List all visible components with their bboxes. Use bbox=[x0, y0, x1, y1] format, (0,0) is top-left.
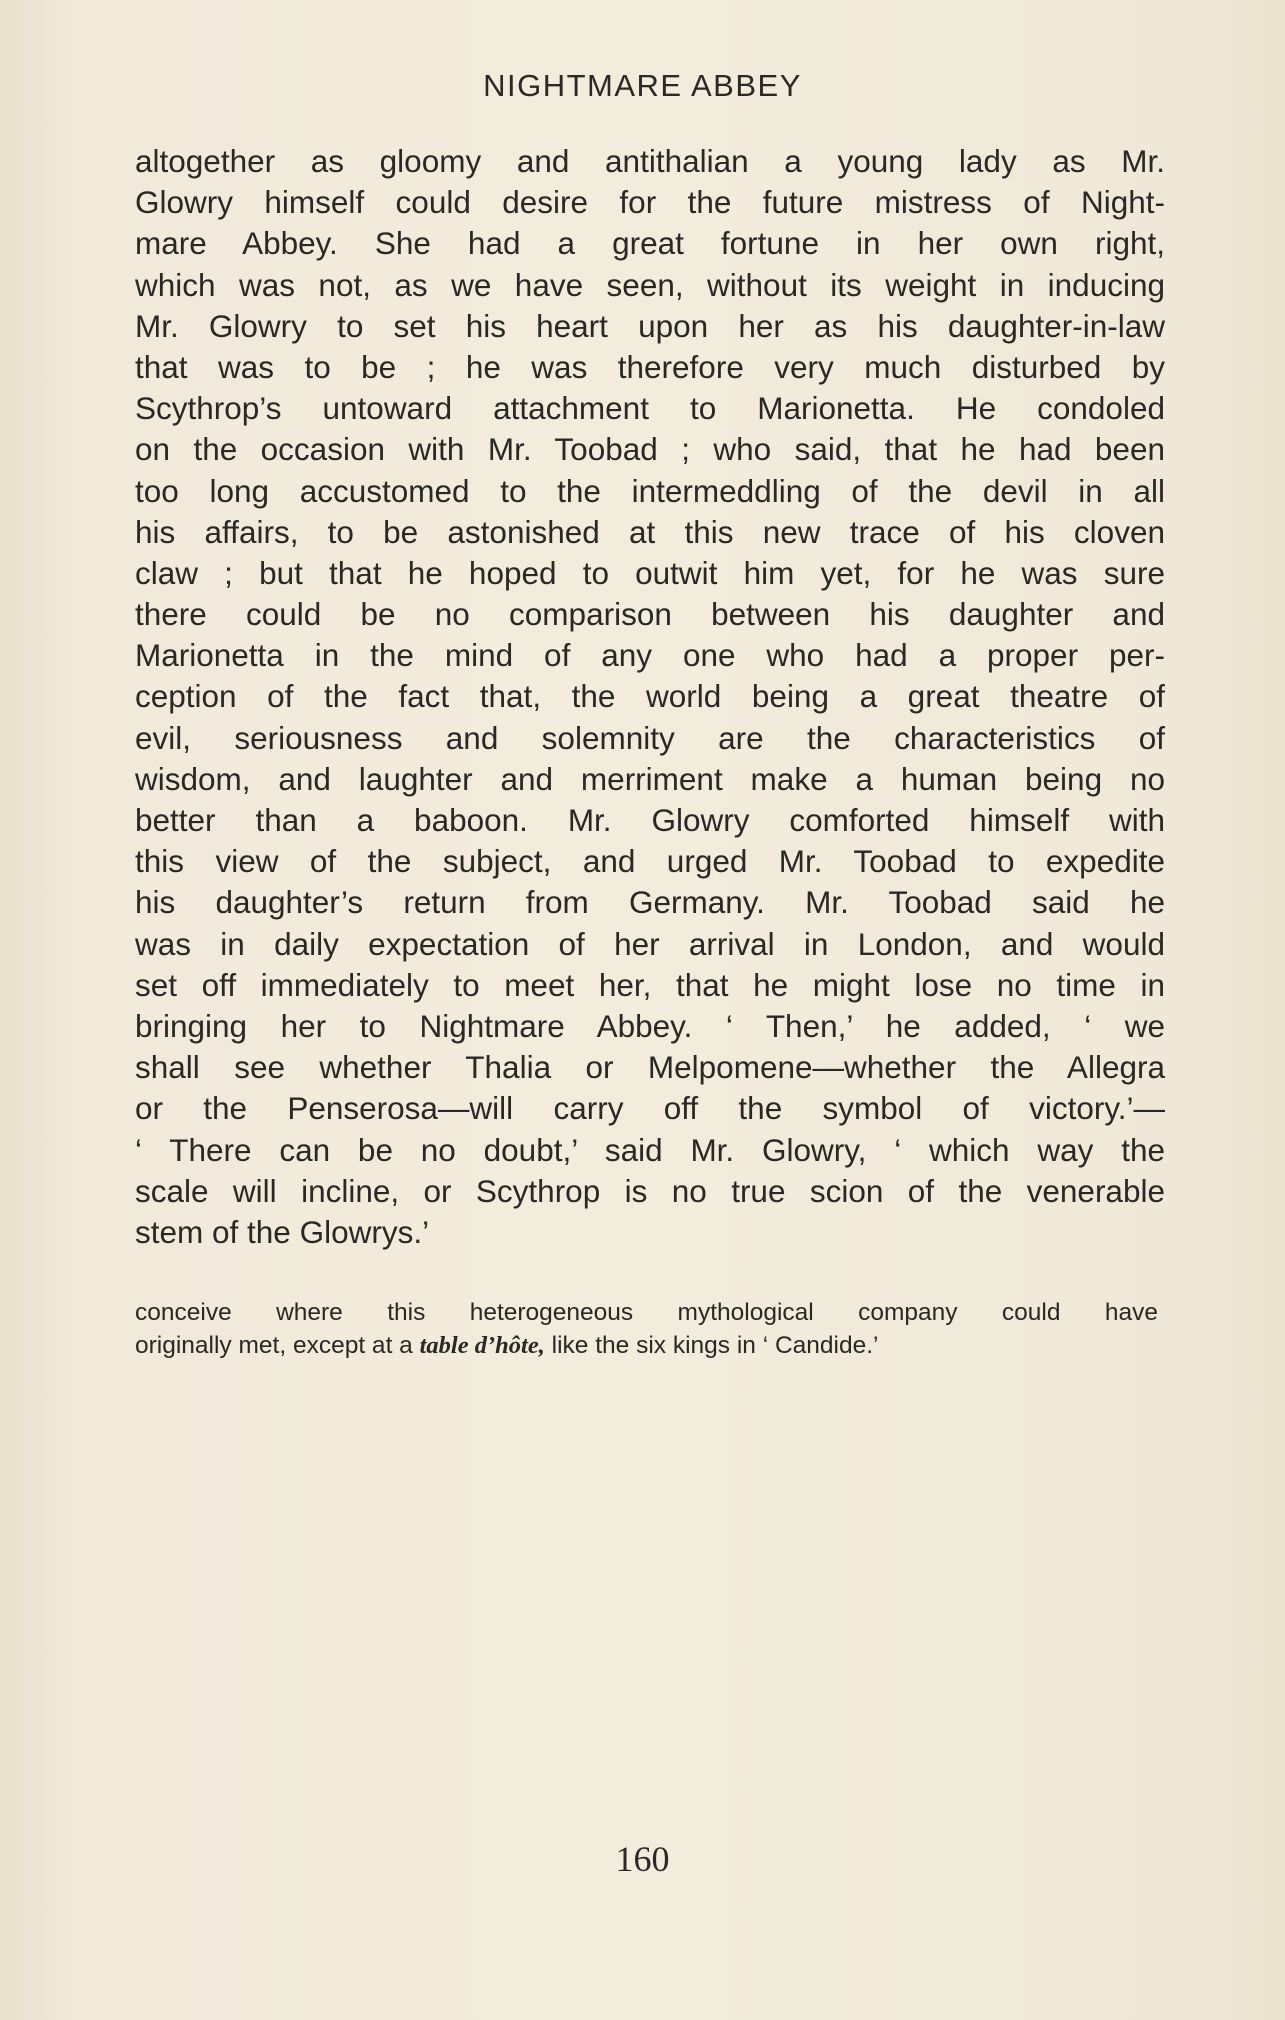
text-line: shall see whether Thalia or Melpomene—whether the Allegra bbox=[135, 1049, 1165, 1086]
text-line: Glowry himself could desire for the future mistress of Night- bbox=[135, 184, 1165, 221]
text-line: Mr. Glowry to set his heart upon her as his daughter-in-law bbox=[135, 307, 1165, 344]
text-line: this view of the subject, and urged Mr. Toobad to expedite bbox=[135, 843, 1165, 880]
footnote-text: like the six kings in ‘ Candide.’ bbox=[544, 1332, 879, 1359]
text-line: on the occasion with Mr. Toobad ; who said, that he had been bbox=[135, 431, 1165, 468]
text-line: was in daily expectation of her arrival in London, and would bbox=[135, 925, 1165, 962]
text-line: ception of the fact that, the world being a great theatre of bbox=[135, 678, 1165, 715]
running-head: NIGHTMARE ABBEY bbox=[483, 68, 802, 103]
text-line: his affairs, to be astonished at this new trace of his cloven bbox=[135, 513, 1165, 550]
text-line: Scythrop’s untoward attachment to Marionetta. He condoled bbox=[135, 390, 1165, 427]
text-line: which was not, as we have seen, without its weight in inducing bbox=[135, 266, 1165, 303]
text-line: altogether as gloomy and antithalian a young lady as Mr. bbox=[135, 143, 1165, 179]
text-line: Marionetta in the mind of any one who had a proper per- bbox=[135, 637, 1165, 674]
footnote-line-last bbox=[135, 1329, 1158, 1362]
page-number: 160 bbox=[615, 1839, 670, 1879]
text-line: claw ; but that he hoped to outwit him yet, for he was sure bbox=[135, 554, 1165, 591]
text-line: ‘ There can be no doubt,’ said Mr. Glowry, ‘ which way the bbox=[135, 1131, 1165, 1168]
text-line: there could be no comparison between his daughter and bbox=[135, 596, 1165, 633]
text-line: evil, seriousness and solemnity are the characteristics of bbox=[135, 719, 1165, 756]
text-line: too long accustomed to the intermeddling of the devil in all bbox=[135, 472, 1165, 509]
footnote-italic-phrase: table d’hôte, bbox=[419, 1332, 545, 1359]
footnote-text: originally met, except at a bbox=[135, 1332, 420, 1359]
text-line: set off immediately to meet her, that he might lose no time in bbox=[135, 966, 1165, 1003]
text-line: or the Penserosa—will carry off the symbol of victory.’— bbox=[135, 1090, 1165, 1127]
text-line: wisdom, and laughter and merriment make a human being no bbox=[135, 760, 1165, 797]
text-line: that was to be ; he was therefore very much disturbed by bbox=[135, 348, 1165, 385]
text-line: his daughter’s return from Germany. Mr. Toobad said he bbox=[135, 884, 1165, 921]
footnote bbox=[135, 1296, 1158, 1362]
text-line: scale will incline, or Scythrop is no true scion of the venerable bbox=[135, 1172, 1165, 1209]
footnote-line: conceive where this heterogeneous mythological company could have bbox=[135, 1299, 1158, 1326]
body-text bbox=[135, 141, 1165, 1253]
text-line-last: stem of the Glowrys.’ bbox=[135, 1213, 430, 1250]
text-line: mare Abbey. She had a great fortune in her own right, bbox=[135, 225, 1165, 262]
text-line: bringing her to Nightmare Abbey. ‘ Then,’ he added, ‘ we bbox=[135, 1007, 1165, 1044]
text-line: better than a baboon. Mr. Glowry comforted himself with bbox=[135, 802, 1165, 838]
